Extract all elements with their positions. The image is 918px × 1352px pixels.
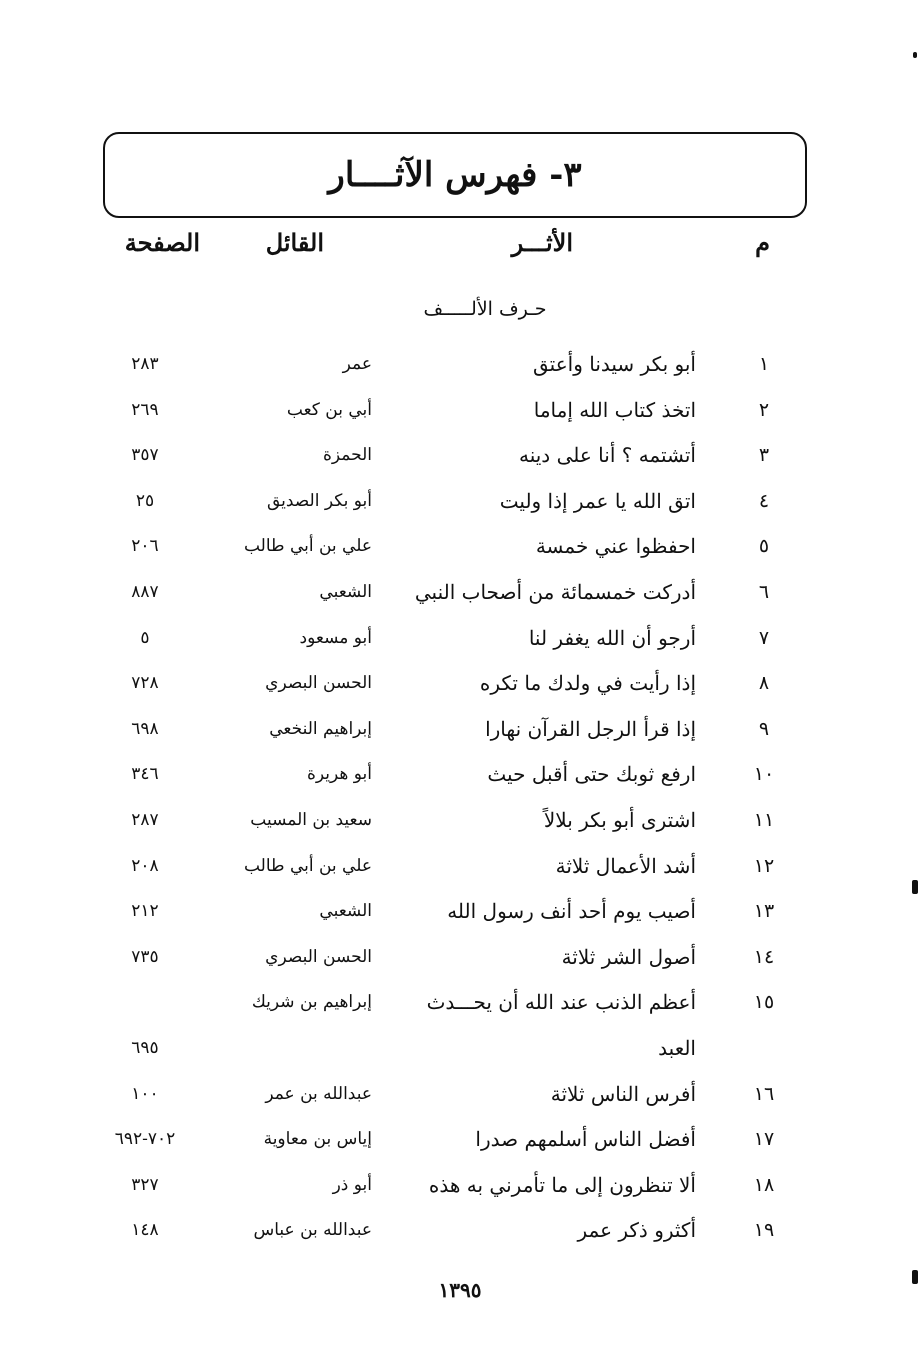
athar-text: أعظم الذنب عند الله أن يحـــدث [426,990,696,1014]
scan-edge-mark [913,52,917,58]
qail-name: أبو بكر الصديق [266,491,372,511]
page-ref: ٧٣٥ [131,947,159,967]
qail-name: الشعبي [319,582,372,602]
qail-name: علي بن أبي طالب [243,536,372,556]
table-row [0,1215,918,1245]
row-number: ٨ [758,672,770,694]
qail-name: عمر [342,354,372,374]
page-ref: ٧٠٢-٦٩٢ [114,1129,176,1149]
page-ref: ٣٥٧ [131,445,159,465]
table-row [0,987,918,1017]
table-row [0,668,918,698]
athar-text: أصيب يوم أحد أنف رسول الله [447,899,696,923]
scan-edge-mark [912,1270,918,1284]
qail-name: الحمزة [323,445,372,465]
athar-text: أدركت خمسمائة من أصحاب النبي [414,580,696,604]
qail-name: إياس بن معاوية [263,1129,372,1149]
athar-text: ألا تنظرون إلى ما تأمرني به هذه [428,1173,696,1197]
qail-name: الشعبي [319,901,372,921]
athar-text: احفظوا عني خمسة [535,534,696,558]
row-number: ١٥ [753,991,775,1013]
page-number: ١٣٩٥ [438,1278,482,1302]
page-ref: ١٤٨ [131,1220,159,1240]
table-row [0,577,918,607]
qail-name: إبراهيم النخعي [269,719,372,739]
athar-text: أكثرو ذكر عمر [577,1218,696,1242]
page-ref: ٧٢٨ [131,673,159,693]
row-number: ٧ [758,627,770,649]
row-number: ١٠ [753,763,775,785]
title-box [103,132,807,218]
table-row [0,440,918,470]
page-ref: ٢٨٣ [131,354,159,374]
row-number: ١٧ [753,1128,775,1150]
qail-name: الحسن البصري [265,947,372,967]
page-ref: ٦٩٨ [131,719,159,739]
index-title: ٣- فهرس الآثــــار [328,155,582,195]
page-ref: ٢٥ [135,491,155,511]
table-row [0,395,918,425]
row-number: ٣ [758,444,770,466]
qail-name: أبو مسعود [299,628,372,648]
header-page: الصفحة [124,228,200,257]
athar-text: ارفع ثوبك حتى أقبل حيث [487,762,696,786]
row-number: ١٢ [753,855,775,877]
qail-name: عبدالله بن عمر [265,1084,372,1104]
row-number: ١٤ [753,946,775,968]
qail-name: الحسن البصري [265,673,372,693]
athar-text: اتق الله يا عمر إذا وليت [499,489,696,513]
page-ref: ٣٤٦ [131,764,159,784]
page-ref: ٨٨٧ [131,582,159,602]
section-heading: حـرف الألـــــف [423,298,547,320]
athar-text: أصول الشر ثلاثة [561,945,696,969]
page-ref: ٢٨٧ [131,810,159,830]
table-row [0,1079,918,1109]
table-row [0,623,918,653]
athar-text: أرجو أن الله يغفر لنا [528,626,696,650]
qail-name: سعيد بن المسيب [250,810,372,830]
row-number: ٥ [758,535,770,557]
athar-text: إذا قرأ الرجل القرآن نهارا [485,717,696,741]
row-number: ٤ [758,490,770,512]
row-number: ٦ [758,581,770,603]
athar-text: أبو بكر سيدنا وأعتق [533,352,696,376]
header-qail: القائل [265,228,324,257]
table-row [0,486,918,516]
page-ref: ٢٠٦ [131,536,159,556]
page-ref: ٢٠٨ [131,856,159,876]
qail-name: إبراهيم بن شريك [251,992,372,1012]
table-row [0,805,918,835]
row-number: ٩ [758,718,770,740]
table-row [0,1170,918,1200]
header-num: م [755,228,770,257]
qail-name: أبي بن كعب [286,400,372,420]
row-number: ١ [758,353,770,375]
page-ref: ٢٦٩ [131,400,159,420]
qail-name: أبو ذر [332,1175,372,1195]
table-row [0,896,918,926]
row-number: ١٩ [753,1219,775,1241]
header-athar: الأثـــر [511,228,573,257]
qail-name: أبو هريرة [306,764,372,784]
athar-text: أفرس الناس ثلاثة [550,1082,696,1106]
row-number: ١٦ [753,1083,775,1105]
row-number: ٢ [758,399,770,421]
athar-text: أشد الأعمال ثلاثة [555,854,696,878]
qail-name: عبدالله بن عباس [253,1220,372,1240]
row-number: ١٨ [753,1174,775,1196]
athar-text: أتشتمه ؟ أنا على دينه [518,443,696,467]
table-row [0,531,918,561]
row-number: ١١ [753,809,775,831]
qail-name: علي بن أبي طالب [243,856,372,876]
athar-text: إذا رأيت في ولدك ما تكره [479,671,696,695]
page-ref: ٥ [140,628,150,648]
page-ref: ٦٩٥ [131,1038,159,1058]
table-row [0,942,918,972]
table-row [0,851,918,881]
table-row [0,1124,918,1154]
table-row [0,349,918,379]
page-ref: ١٠٠ [131,1084,159,1104]
page-ref: ٣٢٧ [131,1175,159,1195]
table-row [0,759,918,789]
athar-text: اشترى أبو بكر بلالاً [543,808,696,832]
table-row [0,714,918,744]
table-row [0,1033,918,1063]
athar-text: العبد [658,1036,696,1060]
row-number: ١٣ [753,900,775,922]
scan-edge-mark [912,880,918,894]
page-ref: ٢١٢ [131,901,159,921]
athar-text: اتخذ كتاب الله إماما [533,398,696,422]
athar-text: أفضل الناس أسلمهم صدرا [475,1127,696,1151]
